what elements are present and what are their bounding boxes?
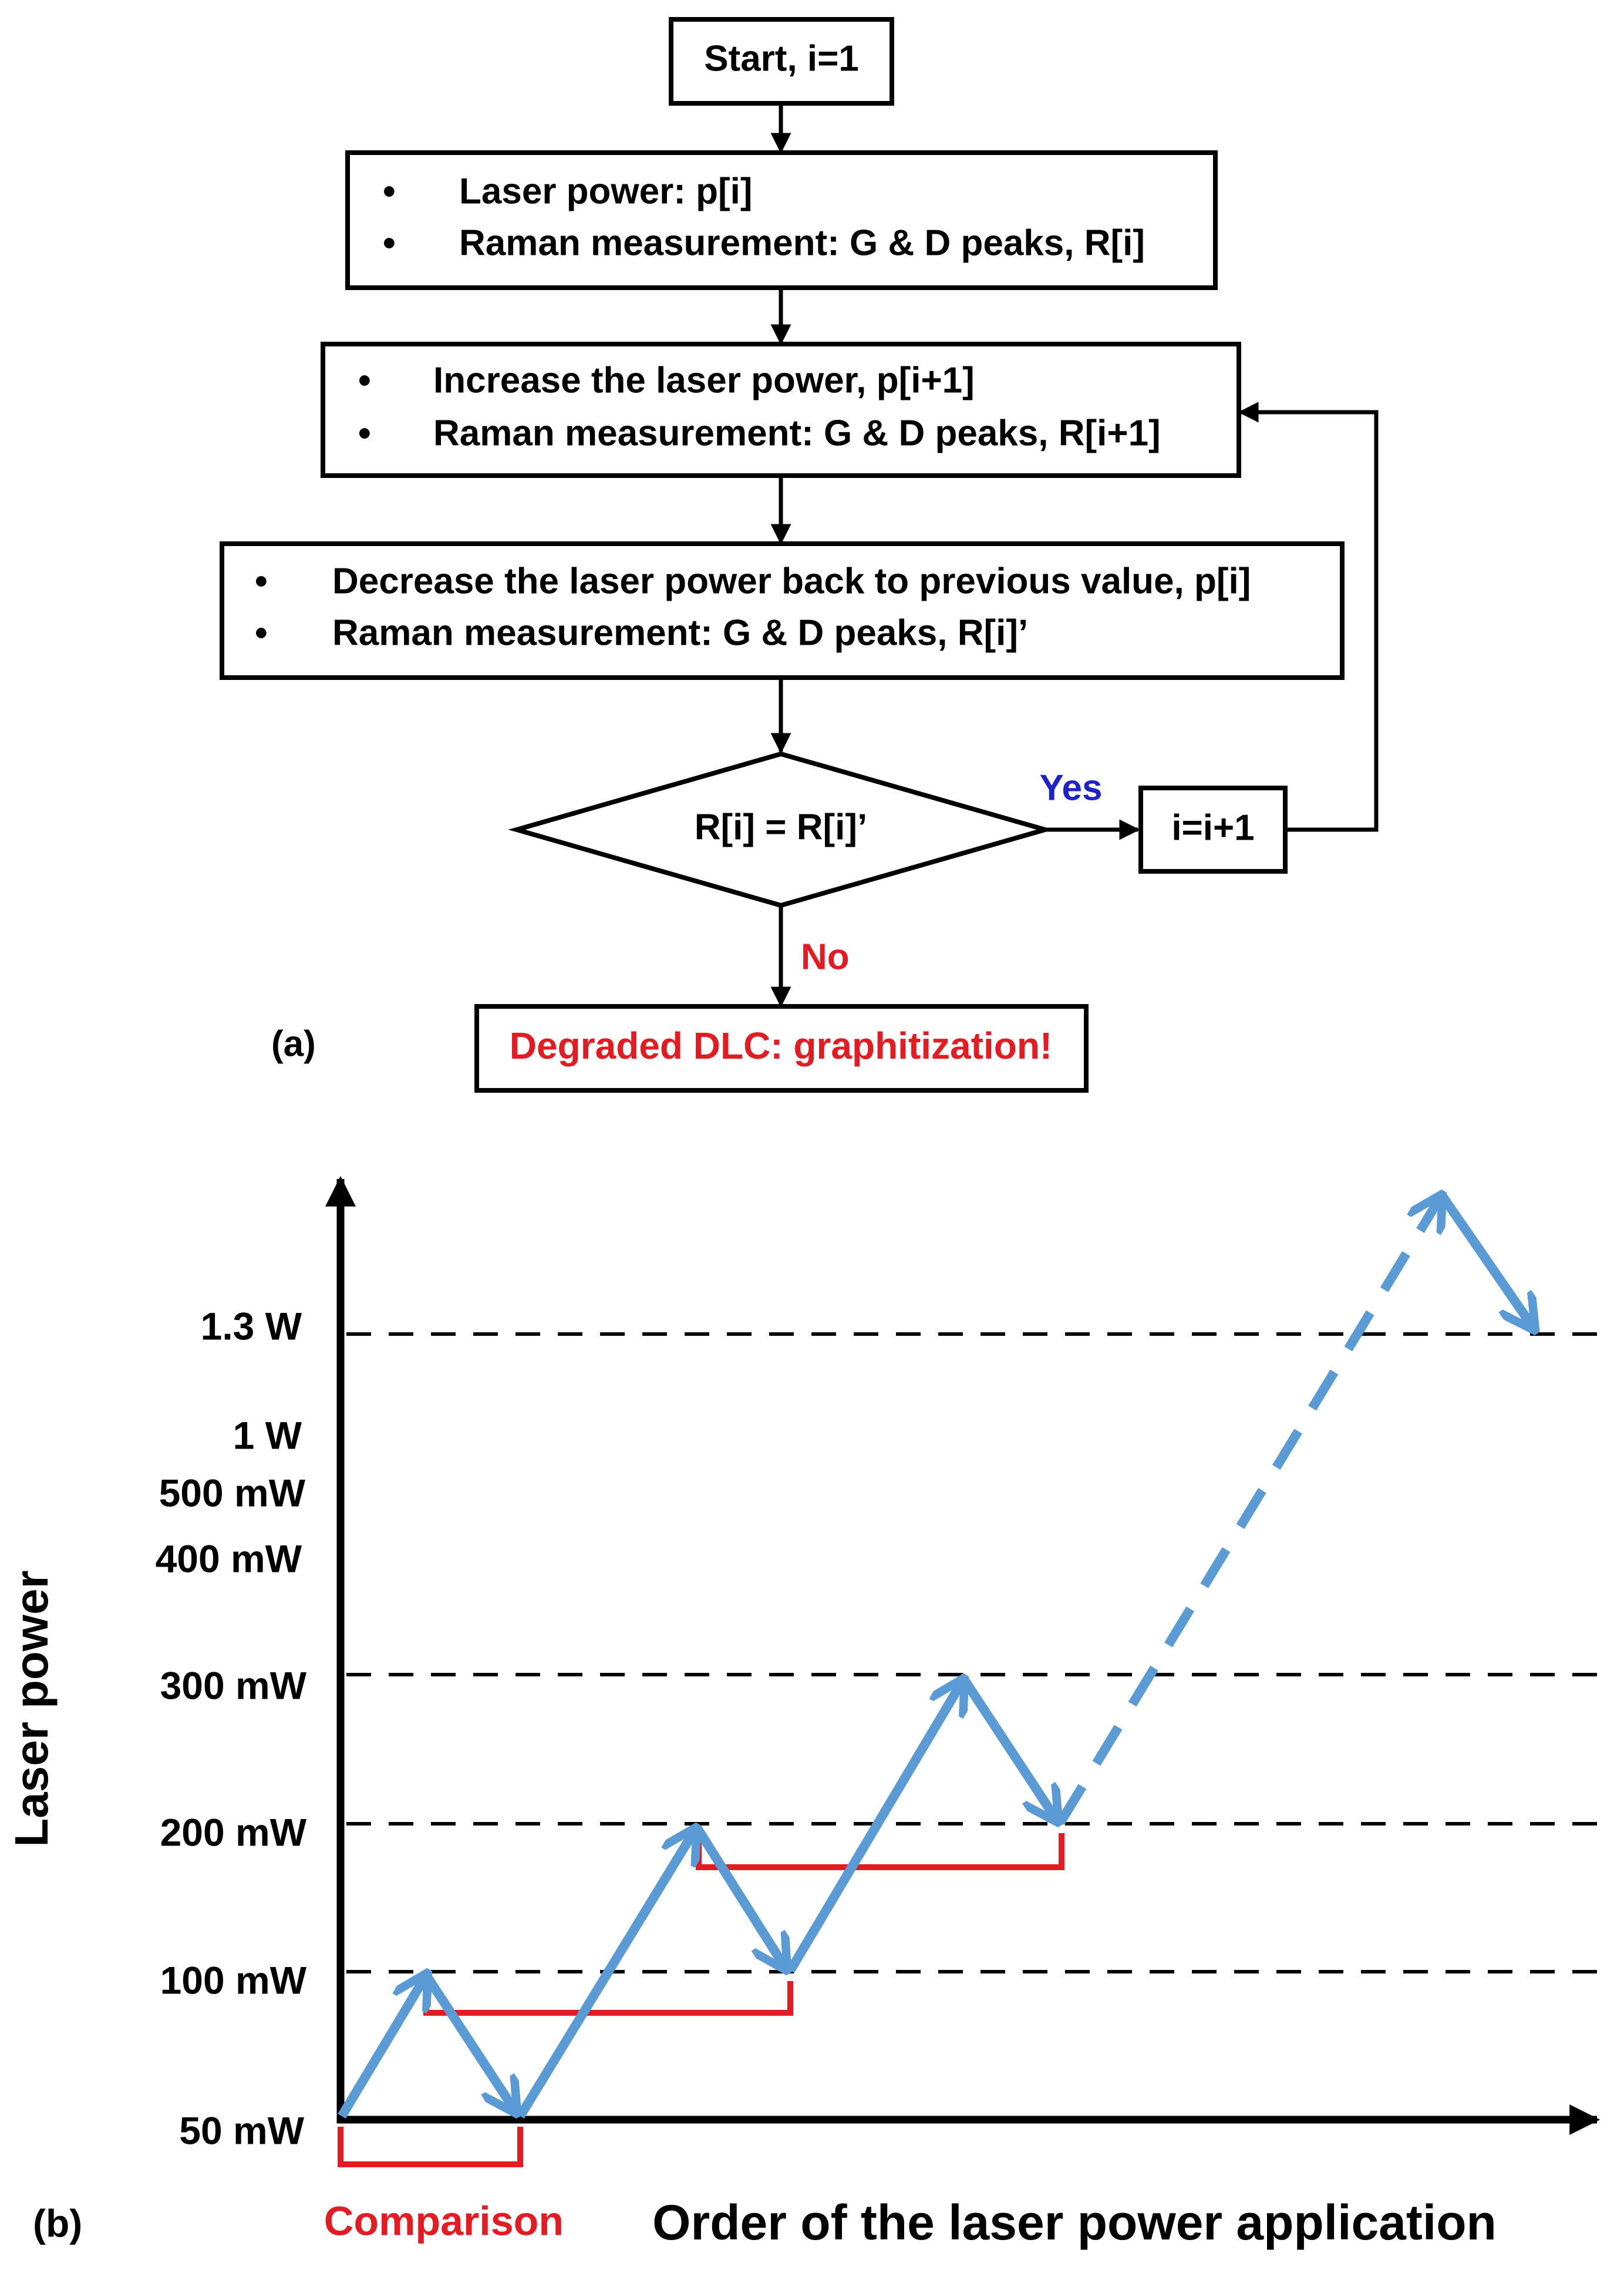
end-label: Degraded DLC: graphitization! — [509, 1024, 1053, 1067]
yes-label: Yes — [1039, 767, 1103, 809]
y-tick-label: 50 mW — [179, 2109, 304, 2153]
y-tick-labels — [156, 1304, 307, 2152]
y-tick-label: 500 mW — [159, 1471, 305, 1515]
power-step-arrow — [426, 1975, 515, 2111]
x-axis-title: Order of the laser power application — [652, 2195, 1497, 2251]
step2-bullet-2: • — [358, 413, 371, 454]
step2-line1: Increase the laser power, p[i+1] — [433, 360, 975, 401]
flowchart — [222, 19, 1376, 1090]
power-step-arrow — [520, 1830, 695, 2116]
decision-label: R[i] = R[i]’ — [694, 807, 868, 848]
power-step-arrow-dashed — [1060, 1197, 1441, 1823]
power-step-arrow — [1442, 1195, 1534, 1328]
step1-line1: Laser power: p[i] — [459, 171, 753, 212]
y-tick-label: 1 W — [233, 1413, 302, 1457]
comparison-label: Comparison — [324, 2198, 564, 2244]
no-label: No — [801, 937, 850, 978]
y-tick-label: 200 mW — [160, 1810, 306, 1854]
power-step-arrow — [964, 1679, 1057, 1820]
step1-line2: Raman measurement: G & D peaks, R[i] — [459, 223, 1145, 264]
power-sequence-plot — [5, 1179, 1603, 2250]
reference-levels — [346, 1334, 1603, 1972]
step1-bullet-1: • — [383, 171, 396, 212]
power-step-arrow — [698, 1828, 786, 1968]
increment-label: i=i+1 — [1171, 807, 1255, 848]
comparison-bracket-3 — [699, 1833, 1062, 1867]
step1-bullet-2: • — [383, 223, 396, 264]
step3-line1: Decrease the laser power back to previous value, p[i] — [332, 561, 1251, 602]
comparison-brackets — [341, 1833, 1062, 2164]
y-axis-title: Laser power — [5, 1570, 58, 1847]
comparison-bracket-1 — [341, 2127, 520, 2164]
comparison-bracket-2 — [426, 1981, 790, 2013]
start-label: Start, i=1 — [704, 38, 859, 79]
y-tick-label: 300 mW — [160, 1663, 306, 1707]
power-step-arrow — [342, 1975, 426, 2116]
step2-line2: Raman measurement: G & D peaks, R[i+1] — [433, 413, 1161, 454]
panel-label-b: (b) — [33, 2201, 83, 2245]
panel-label-a: (a) — [271, 1023, 316, 1065]
y-tick-label: 1.3 W — [200, 1304, 302, 1348]
step2-bullet-1: • — [358, 360, 371, 401]
y-tick-label: 400 mW — [155, 1537, 302, 1581]
step3-bullet-1: • — [255, 561, 268, 602]
step3-line2: Raman measurement: G & D peaks, R[i]’ — [332, 612, 1029, 654]
y-tick-label: 100 mW — [160, 1958, 306, 2002]
step3-bullet-2: • — [255, 612, 268, 654]
